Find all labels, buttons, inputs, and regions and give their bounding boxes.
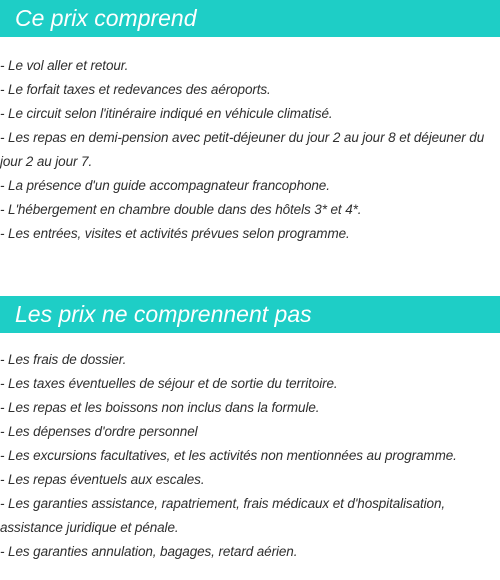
list-item: - Les dépenses d'ordre personnel: [0, 424, 198, 439]
list-item: - Le vol aller et retour.: [0, 58, 129, 73]
list-item: - L'hébergement en chambre double dans des hôtels 3* et 4*.: [0, 202, 362, 217]
list-item: - Les garanties assistance, rapatriement, frais médicaux et d'hospitalisation, assistance juridique et pénale.: [0, 496, 446, 535]
excluded-items-list: [0, 348, 497, 564]
included-section-header: [0, 0, 500, 37]
included-section-title: Ce prix comprend: [15, 5, 197, 31]
list-item: - Les repas et les boissons non inclus dans la formule.: [0, 400, 320, 415]
list-item: - Les repas éventuels aux escales.: [0, 472, 205, 487]
included-items-list: [0, 54, 497, 246]
excluded-section-title: Les prix ne comprennent pas: [15, 301, 312, 327]
list-item: - Les repas en demi-pension avec petit-déjeuner du jour 2 au jour 8 et déjeuner du jour 2 au jour 7.: [0, 130, 485, 169]
list-item: - Les entrées, visites et activités prévues selon programme.: [0, 226, 350, 241]
list-item: - Le circuit selon l'itinéraire indiqué en véhicule climatisé.: [0, 106, 333, 121]
list-item: - Les frais de dossier.: [0, 352, 127, 367]
list-item: - Les taxes éventuelles de séjour et de sortie du territoire.: [0, 376, 338, 391]
list-item: - Les excursions facultatives, et les activités non mentionnées au programme.: [0, 448, 457, 463]
list-item: - Les garanties annulation, bagages, retard aérien.: [0, 544, 298, 559]
list-item: - La présence d'un guide accompagnateur francophone.: [0, 178, 330, 193]
excluded-section-header: [0, 296, 500, 333]
list-item: - Le forfait taxes et redevances des aéroports.: [0, 82, 271, 97]
